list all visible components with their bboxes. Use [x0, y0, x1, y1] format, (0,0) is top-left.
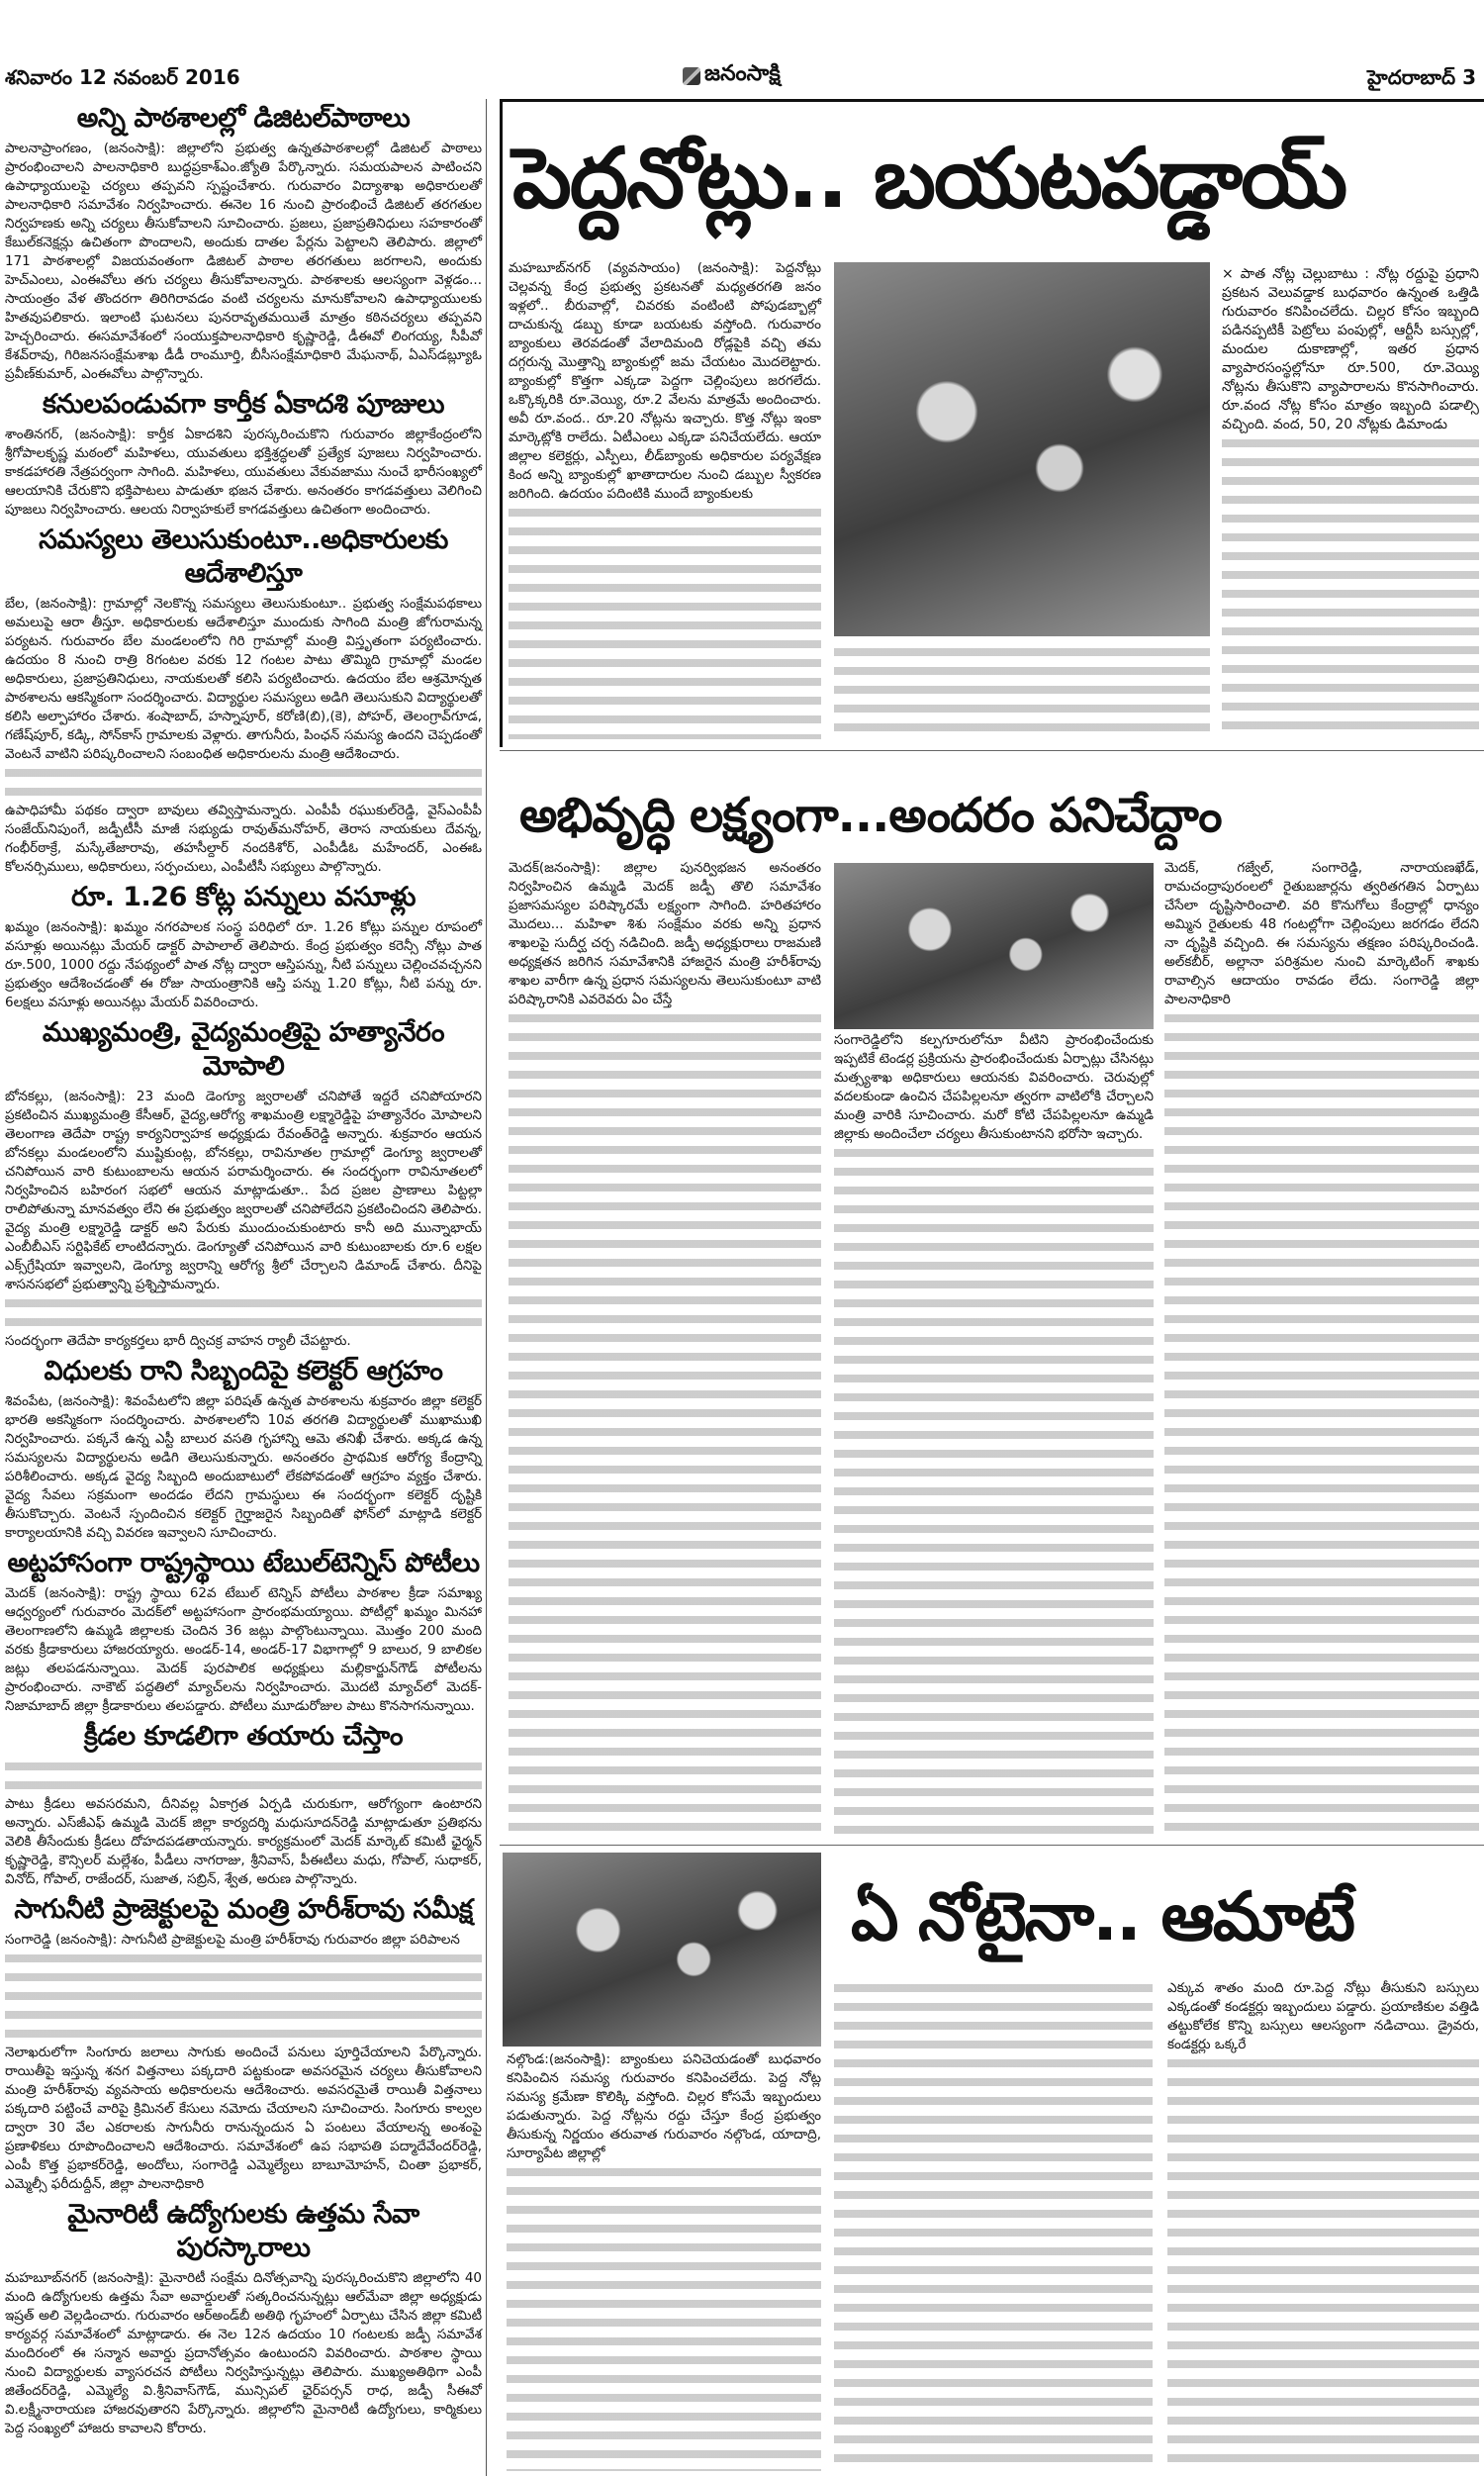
- illegible-text: [5, 1950, 482, 2044]
- article-body-end: సందర్భంగా తెదేపా కార్యకర్తలు భారీ ద్విచక్ర వాహన ర్యాలీ చేపట్టారు.: [5, 1333, 351, 1349]
- headline: సాగునీటి ప్రాజెక్టులపై మంత్రి హరీశ్‌రావు సమీక్ష: [14, 1894, 473, 1925]
- section-divider: [500, 750, 1484, 751]
- photo-bank-queue: [834, 262, 1210, 636]
- illegible-text: [834, 1144, 1154, 1839]
- article-body: మహబూబ్‌నగర్ (జనంసాక్షి): మైనారిటీ సంక్షేమ దినోత్సవాన్ని పురస్కరించుకొని జిల్లాలోని 40 మంది ఉద్యోగులకు ఉత్తమ సేవా అవార్డులతో సత్కరించనున్నట్లు ఆల్‌మేవా జిల్లా అధ్యక్షుడు ఇష్రత్ అలి వెల్లడించారు. గురువారం ఆర్‌అండ్‌బీ అతిథి గృహంలో ఏర్పాటు చేసిన జిల్లా కమిటీ కార్యవర్గ సమావేశంలో మాట్లాడారు. ఈ నెల 12న ఉదయం 10 గంటలకు జడ్పీ సమావేశ మందిరంలో ఈ సన్మాన అవార్డు ప్రదానోత్సవం ఉంటుందని వివరించారు. పాఠశాల స్థాయి నుంచి విద్యార్థులకు వ్యాసరచన పోటీలు నిర్వహిస్తున్నట్లు తెలిపారు. ముఖ్యఅతిథిగా ఎంపీ జితేందర్‌రెడ్డి, ఎమ్మెల్యే వి.శ్రీనివాస్‌గౌడ్, మున్సిపల్ ఛైర్‌పర్సన్ రాధ, జడ్పీ సీఈవో వి.లక్ష్మీనారాయణ హాజరవుతారని పేర్కొన్నారు. జిల్లాలోని మైనారిటీ ఉద్యోగులు, కార్మికులు పెద్ద సంఖ్యలో హాజరు కావాలని కోరారు.: [5, 2270, 482, 2436]
- illegible-text: [1164, 1009, 1479, 1839]
- headline: సమస్యలు తెలుసుకుంటూ..అధికారులకు ఆదేశాలిస్తూ: [39, 524, 448, 589]
- illegible-text: [5, 764, 482, 802]
- second-column-3: [1164, 859, 1479, 1839]
- article-irrigation-review: [5, 1893, 482, 2194]
- headline: క్రీడల కూడలిగా తయారు చేస్తాం: [83, 1721, 404, 1752]
- third-column-1: [507, 2050, 821, 2471]
- article-karthika-pooja: [5, 388, 482, 520]
- article-body: మహబూబ్‌నగర్ (వ్యవసాయం) (జనంసాక్షి): పెద్దనోట్లు చెల్లవన్న కేంద్ర ప్రభుత్వ ప్రకటనతో మధ్యతరగతి జనం ఇళ్లలో.. బీరువాల్లో, చివరకు వంటింటి పోపుడబ్బాల్లో దాచుకున్న డబ్బు కూడా బయటకు వస్తోంది. గురువారం బ్యాంకులు తెరవడంతో వేలాదిమంది రోడ్లపైకి వచ్చి తమ దగ్గరున్న మొత్తాన్ని బ్యాంకుల్లో జమ చేయటం మొదలెట్టారు. బ్యాంకుల్లో కొత్తగా ఎక్కడా పెద్దగా చెల్లింపులు జరగలేదు. ఒక్కొక్కరికి రూ.వెయ్యి, రూ.2 వేలను మాత్రమే అందించారు. అవీ రూ.వంద.. రూ.20 నోట్లను ఇచ్చారు. కొత్త నోట్లు ఇంకా మార్కెట్లోకి రాలేదు. ఏటీఎంలు ఎక్కడా పనిచేయలేదు. ఆయా జిల్లాల కలెక్టర్లు, ఎస్పీలు, లీడ్‌బ్యాంకు అధికారుల పర్యవేక్షణ కింద అన్ని బ్యాంకుల్లో ఖాతాదారుల నుంచి డబ్బుల స్వీకరణ జరిగింది. ఉదయం పదింటికి ముందే బ్యాంకులకు: [509, 260, 821, 502]
- lead-headline: పెద్దనోట్లు.. బయటపడ్డాయ్: [512, 130, 1346, 227]
- article-sports-hub: [5, 1720, 482, 1889]
- headline: విధులకు రాని సిబ్బందిపై కలెక్టర్ ఆగ్రహం: [44, 1356, 443, 1386]
- headline: మైనారిటీ ఉద్యోగులకు ఉత్తమ సేవా పురస్కారాలు: [67, 2199, 419, 2263]
- illegible-text: [834, 1979, 1153, 2471]
- article-body: సంగారెడ్డిలోని కల్పగూరులోనూ వీటిని ప్రారంభించేందుకు ఇప్పటికే టెండర్ల ప్రక్రియను ప్రారంభించేందుకు ఏర్పాట్లు చేసినట్లు మత్స్యశాఖ అధికారులు ఆయనకు వివరించారు. చెరువుల్లో వదలకుండా ఉంచిన చేపపిల్లలనూ త్వరగా వాటిలోకి చేర్చాలని మంత్రి వారికి సూచించారు. మరో కోటి చేపపిల్లలనూ ఉమ్మడి జిల్లాకు అందించేలా చర్యలు తీసుకుంటానని భరోసా ఇచ్చారు.: [834, 1032, 1154, 1142]
- lead-story-border: [500, 99, 1484, 102]
- lead-story-border: [500, 99, 503, 747]
- article-body: మెదక్ (జనంసాక్షి): రాష్ట్ర స్థాయి 62వ టేబుల్ టెన్నిస్ పోటీలు పాఠశాల క్రీడా సమాఖ్య ఆధ్వర్యంలో గురువారం మెదక్‌లో అట్టహాసంగా ప్రారంభమయ్యాయి. పోటీల్లో ఖమ్మం మినహా తెలంగాణలోని ఉమ్మడి జిల్లాలకు చెందిన 36 జట్లు పాల్గొంటున్నాయి. మొత్తం 200 మంది వరకు క్రీడాకారులు హాజరయ్యారు. అండర్-14, అండర్-17 విభాగాల్లో 9 బాలుర, 9 బాలికల జట్లు తలపడనున్నాయి. మెదక్ పురపాలిక అధ్యక్షులు మల్లికార్జున్‌గౌడ్ పోటీలను ప్రారంభించారు. నాకౌట్ పద్ధతిలో మ్యాచ్‌లను నిర్వహించారు. మొదటి మ్యాచ్‌లో మెదక్-నిజామాబాద్ జిల్లా క్రీడాకారులు తలపడ్డారు. పోటీలు మూడురోజుల పాటు కొనసాగనున్నాయి.: [5, 1585, 482, 1714]
- third-column-2: [834, 1979, 1153, 2471]
- headline: కనులపండువగా కార్తీక ఏకాదశి పూజులు: [43, 389, 444, 420]
- article-minority-awards: [5, 2198, 482, 2438]
- article-body: × పాత నోట్ల చెల్లుబాటు : నోట్ల రద్దుపై ప్రధాని ప్రకటన వెలువడ్డాక బుధవారం ఉన్నంత ఒత్తిడి గురువారం కనిపించలేదు. చిల్లర కోసం ఇబ్బంది పడినప్పటికీ పెట్రోలు పంపుల్లో, ఆర్టీసీ బస్సుల్లో, మందుల దుకాణాల్లో, ఇతర ప్రధాన వ్యాపారసంస్థల్లోనూ రూ.500, రూ.వెయ్యి నోట్లను తీసుకొని వ్యాపారాలను కొనసాగించారు. రూ.వంద నోట్ల కోసం మాత్రం ఇబ్బంది పడాల్సి వచ్చింది. వంద, 50, 20 నోట్లకు డిమాండు: [1222, 266, 1479, 432]
- second-column-1: [509, 859, 821, 1839]
- logo-icon: [683, 67, 700, 85]
- article-body: నల్గొండ:(జనంసాక్షి): బ్యాంకులు పనిచెయడంతో బుధవారం కనిపించిన సమస్య గురువారం కనిపించలేదు. పెద్ద నోట్ల సమస్య క్రమేణా కొలిక్కి వస్తోంది. చిల్లర కోసమే ఇబ్బందులు పడుతున్నారు. పెద్ద నోట్లను రద్దు చేస్తూ కేంద్ర ప్రభుత్వం తీసుకున్న నిర్ణయం తరువాత గురువారం నల్గొండ, యాదాద్రి, సూర్యాపేట జిల్లాల్లో: [507, 2051, 821, 2161]
- article-body-end: పాటు క్రీడలు అవసరమని, దీనివల్ల ఏకాగ్రత ఏర్పడి చురుకుగా, ఆరోగ్యంగా ఉంటారని అన్నారు. ఎస్‌జీఎఫ్ ఉమ్మడి మెదక్ జిల్లా కార్యదర్శి మధుసూదన్‌రెడ్డి మాట్లాడుతూ ప్రతిభను వెలికి తీసేందుకు క్రీడలు దోహదపడతాయన్నారు. కార్యక్రమంలో మెదక్ మార్కెట్ కమిటీ ఛైర్మన్ కృష్ణారెడ్డి, కౌన్సిలర్ మల్లేశం, పీడీలు నాగరాజు, శ్రీనివాస్, పీఈటీలు మధు, గోపాల్, సుధాకర్, వినోద్, గోపాల్, రాజేందర్, సుజాత, సబ్రిన్, శ్వేత, అరుణ పాల్గొన్నారు.: [5, 1796, 482, 1887]
- lead-column-3: [1222, 265, 1479, 740]
- column-divider: [486, 99, 487, 2476]
- left-column: [5, 102, 482, 2438]
- article-murder-charge: [5, 1016, 482, 1351]
- photo-people: [503, 1853, 821, 2047]
- headline: అన్ని పాఠశాలల్లో డిజిటల్‌పాఠాలు: [76, 103, 411, 134]
- lead-under-photo: [834, 643, 1210, 739]
- article-body: శాంతినగర్, (జనంసాక్షి): కార్తీక ఏకాదశిని పురస్కరించుకొని గురువారం జిల్లాకేంద్రంలోని శ్రీగోపాలకృష్ణ మఠంలో మహిళలు, యువతులు భక్తిశ్రద్ధలతో ప్రత్యేక పూజలు నిర్వహించారు. కాకడహారతి నేత్రపర్వంగా సాగింది. మహిళలు, యువతులు వేకువజాము నుంచే భారీసంఖ్యలో ఆలయానికి చేరుకొని భక్తిపాటలు పాడుతూ భజన చేశారు. అనంతరం కాగడవత్తులు వెలిగించి పూజలు నిర్వహించారు. ఆలయ నిర్వాహకులే కాగడవత్తులు ఉచితంగా అందించారు.: [5, 427, 482, 518]
- section-divider: [500, 1845, 1484, 1846]
- illegible-text: [5, 1758, 482, 1795]
- edition-page: హైదరాబాద్ 3: [1367, 65, 1476, 89]
- article-digital-lessons: [5, 102, 482, 384]
- article-body: బోనకల్లు, (జనంసాక్షి): 23 మంది డెంగ్యూ జ్వరాలతో చనిపోతే ఇద్దరే చనిపోయారని ప్రకటించిన ముఖ్యమంత్రి కేసీఆర్, వైద్య,ఆరోగ్య శాఖమంత్రి లక్ష్మారెడ్డిపై హత్యానేరం మోపాలని తెలంగాణ తెదేపా రాష్ట్ర కార్యనిర్వాహక అధ్యక్షుడు రేవంత్‌రెడ్డి అన్నారు. శుక్రవారం ఆయన బోనకల్లు మండలంలోని ముష్టికుంట్ల, బోనకల్లు, రావినూతల గ్రామాల్లో డెంగ్యూ జ్వరాలతో చనిపోయిన వారి కుటుంబాలను ఆయన పరామర్శించారు. ఈ సందర్భంగా రావినూతలలో నిర్వహించిన బహిరంగ సభలో ఆయన మాట్లాడుతూ.. పేద ప్రజల ప్రాణాలు పిట్టల్లా రాలిపోతున్నా మానవత్వం లేని ఈ ప్రభుత్వం జ్వరాలతో చనిపోలేదని ప్రకటించిందని తెలిపారు. వైద్య మంత్రి లక్ష్మారెడ్డి డాక్టర్ అని పేరుకు ముందుంచుకుంటారు కానీ అది మున్నాభాయ్ ఎంబీబీఎస్ సర్టిఫికేట్ లాంటిదన్నారు. డెంగ్యూతో చనిపోయిన వారి కుటుంబాలకు రూ.6 లక్షల ఎక్స్‌గ్రేషియా ఇవ్వాలని, డెంగ్యూ జ్వరాన్ని ఆరోగ్య శ్రీలో చేర్చాలని డిమాండ్ చేశారు. దీనిపై శాసనసభలో ప్రభుత్వాన్ని ప్రశ్నిస్తామన్నారు.: [5, 1089, 482, 1292]
- issue-date: శనివారం 12 నవంబర్ 2016: [5, 65, 240, 89]
- article-body: ఎక్కువ శాతం మంది రూ.పెద్ద నోట్లు తీసుకుని బస్సులు ఎక్కడంతో కండక్టర్లు ఇబ్బందులు పడ్డారు. ప్రయాణికుల వత్తిడి తట్టుకోలేక కొన్ని బస్సులు ఆలస్యంగా నడిచాయి. డ్రైవరు, కండక్టర్లు ఒక్కరే: [1167, 1980, 1479, 2052]
- illegible-text: [1167, 2054, 1479, 2471]
- article-collector-anger: [5, 1355, 482, 1543]
- third-column-3: [1167, 1979, 1479, 2471]
- second-column-2: [834, 1031, 1154, 1839]
- article-body: బేల, (జనంసాక్షి): గ్రామాల్లో నెలకొన్న సమస్యలు తెలుసుకుంటూ.. ప్రభుత్వ సంక్షేమపథకాలు అమలుపై ఆరా తీస్తూ. అధికారులకు ఆదేశాలిస్తూ ముందుకు సాగింది మంత్రి జోగురామన్న పర్యటన. గురువారం బేల మండలంలోని గిరి గ్రామాల్లో మంత్రి విస్తృతంగా పర్యటించారు. ఉదయం 8 నుంచి రాత్రి 8గంటల వరకు 12 గంటల పాటు తొమ్మిది గ్రామాల్లో మండల అధికారులు, ప్రజాప్రతినిధులు, నాయకులతో కలిసి పర్యటించారు. ఉదయం బేల ఆశ్రమోన్నత పాఠశాలను ఆకస్మికంగా సందర్శించారు. విద్యార్థుల సమస్యలు అడిగి తెలుసుకుని విద్యార్థులతో కలిసి అల్పాహారం చేశారు. శంషాబాద్, హస్నాపూర్, కరోణి(బి),(కె), పోహర్, తెలంగ్రావ్‌గూడ, గణేష్‌పూర్, కడ్కి, సోన్‌కాస్ గ్రామాలకు వెళ్లారు. తాగునీరు, పింఛన్ సమస్య ఉందని చెప్పడంతో వెంటనే వాటిని పరిష్కరించాలని సంబంధిత అధికారులను మంత్రి ఆదేశించారు.: [5, 596, 482, 762]
- article-body-end: ఉపాధిహామీ పథకం ద్వారా బావులు తవ్విస్తామన్నారు. ఎంపీపీ రఘుకుల్‌రెడ్డి, వైస్‌ఎంపీపీ సంజేయ్‌నిపుంగే, జడ్పీటీసీ మాజీ సభ్యుడు రావుత్‌మనోహర్, తెరాస నాయకులు దేవన్న, గంభీర్‌ఠాక్రే, మస్కేతేజారావు, తహసీల్దార్ నందకిశోర్, ఎంపీడీఓ మహేందర్, ఎంఈఓ కోలనర్సిములు, అధికారులు, సర్పంచులు, ఎంపీటీసీ సభ్యులు పాల్గొన్నారు.: [5, 803, 482, 875]
- masthead-logo: [683, 61, 781, 91]
- article-body: మెదక్, గజ్వేల్, సంగారెడ్డి, నారాయణఖేడ్, రామచంద్రాపురంలలో రైతుబజార్లను త్వరితగతిన ఏర్పాటు చేసేలా దృష్టిసారించాలి. వరి కొనుగోలు కేంద్రాల్లో ధాన్యం అమ్మిన రైతులకు 48 గంటల్లోగా చెల్లింపులు జరగడం లేదని నా దృష్టికి వచ్చింది. ఈ సమస్యను తక్షణం పరిష్కరించండి. అల్‌కబీర్, అల్లానా పరిశ్రమల నుంచి మార్కెటింగ్ శాఖకు రావాల్సిన ఆదాయం రావడం లేదు. సంగారెడ్డి జిల్లా పాలనాధికారి: [1164, 860, 1479, 1007]
- article-body: మెదక్(జనంసాక్షి): జిల్లాల పునర్విభజన అనంతరం నిర్వహించిన ఉమ్మడి మెదక్ జడ్పీ తొలి సమావేశం ప్రజాసమస్యల పరిష్కారమే లక్ష్యంగా సాగింది. హరితహారం మొదలు... మహిళా శిశు సంక్షేమం వరకు అన్ని ప్రధాన శాఖలపై సుదీర్ఘ చర్చ నడిచింది. జడ్పీ అధ్యక్షురాలు రాజమణి అధ్యక్షతన జరిగిన సమావేశానికి హాజరైన మంత్రి హరీశ్‌రావు శాఖల వారీగా ఉన్న ప్రధాన సమస్యలను తెలుసుకుంటూ వాటి పరిష్కారానికి ఎవరెవరు ఏం చేస్తే: [509, 860, 821, 1007]
- third-headline: ఏ నోటైనా.. ఆమాటే: [851, 1878, 1353, 1956]
- headline: అట్టహాసంగా రాష్ట్రస్థాయి టేబుల్‌టెన్నిస్ పోటీలు: [7, 1548, 480, 1578]
- article-tax-collection: [5, 881, 482, 1012]
- photo-zp-meeting: [834, 863, 1154, 1029]
- illegible-text: [1222, 434, 1479, 740]
- illegible-text: [507, 2163, 821, 2471]
- illegible-text: [5, 1294, 482, 1332]
- article-minister-tour: [5, 524, 482, 877]
- illegible-text: [509, 1009, 821, 1839]
- article-table-tennis: [5, 1547, 482, 1716]
- article-body: ఖమ్మం (జనంసాక్షి): ఖమ్మం నగరపాలక సంస్థ పరిధిలో రూ. 1.26 కోట్లు పన్నుల రూపంలో వసూళ్లు అయినట్లు మేయర్ డాక్టర్ పాపాలాల్ తెలిపారు. కేంద్ర ప్రభుత్వం కరెన్సీ నోట్లు పాత రూ.500, 1000 రద్దు నేపథ్యంలో పాత నోట్ల ద్వారా ఆస్తిపన్ను, నీటి పన్నులు చెల్లించవచ్చనని ప్రభుత్వం ఆదేశించడంతో ఈ రోజు సాయంత్రానికి ఆస్తి పన్ను 1.20 కోట్లు, నీటి పన్ను రూ. 6లక్షలు వసూళ్లు అయినట్లు మేయర్ వివరించారు.: [5, 919, 482, 1010]
- headline: ముఖ్యమంత్రి, వైద్యమంత్రిపై హత్యానేరం మోపాలి: [42, 1017, 445, 1082]
- illegible-text: [834, 643, 1210, 739]
- lead-column-1: [509, 259, 821, 739]
- logo-text: జనంసాక్షి: [704, 61, 781, 86]
- article-body: సంగారెడ్డి (జనంసాక్షి): సాగునీటి ప్రాజెక్టులపై మంత్రి హరీశ్‌రావు గురువారం జిల్లా పరిపాలన: [5, 1932, 460, 1948]
- headline: రూ. 1.26 కోట్ల పన్నులు వసూళ్లు: [71, 882, 416, 912]
- second-headline: అభివృద్ధి లక్ష్యంగా...అందరం పనిచేద్దాం: [519, 788, 1222, 843]
- article-body: శివంపేట, (జనంసాక్షి): శివంపేటలోని జిల్లా పరిషత్ ఉన్నత పాఠశాలను శుక్రవారం జిల్లా కలెక్టర్ భారతి అకస్మికంగా సందర్శించారు. పాఠశాలలోని 10వ తరగతి విద్యార్థులతో ముఖాముఖి నిర్వహించారు. పక్కనే ఉన్న ఎస్టీ బాలుర వసతి గృహాన్ని ఆమె తనిఖీ చేశారు. అక్కడ ఉన్న సమస్యలను విద్యార్థులను అడిగి తెలుసుకున్నారు. అనంతరం ప్రాథమిక ఆరోగ్య కేంద్రాన్ని పరిశీలించారు. అక్కడ వైద్య సిబ్బంది అందుబాటులో లేకపోవడంతో ఆగ్రహం వ్యక్తం చేశారు. వైద్య సేవలు సక్రమంగా అందడం లేదని గ్రామస్థులు ఈ సందర్భంగా కలెక్టర్ దృష్టికి తీసుకొచ్చారు. వెంటనే స్పందించిన కలెక్టర్ గైర్హాజరైన సిబ్బందితో ఫోన్‌లో మాట్లాడి కలెక్టర్ కార్యాలయానికి వచ్చి వివరణ ఇవ్వాలని సూచించారు.: [5, 1393, 482, 1541]
- article-body: పాలనాప్రాంగణం, (జనంసాక్షి): జిల్లాలోని ప్రభుత్వ ఉన్నతపాఠశాలల్లో డిజిటల్ పాఠాలు ప్రారంభించాలని పాలనాధికారి బుద్ధప్రకాశ్‌ఎం.జ్యోతి పేర్కొన్నారు. సమయపాలన పాటించని ఉపాధ్యాయులపై చర్యలు తప్పవని స్పష్టంచేశారు. గురువారం విద్యాశాఖ అధికారులతో పాలనాధికారి సమావేశం నిర్వహించారు. ఈనెల 16 నుంచి ప్రారంభించే డిజిటల్ తరగతుల నిర్వహణకు అన్ని చర్యలు తీసుకోవాలని సూచించారు. ప్రజలు, ప్రజాప్రతినిధులు సహకారంతో కేబుల్‌కనెక్షన్లు ఉచితంగా పొందాలని, అందుకు దాతల పేర్లను పెట్టాలని తెలిపారు. జిల్లాలో 171 పాఠశాలల్లో విజయవంతంగా డిజిటల్ పాఠాల తరగతులు జరగాలని, అందుకు హెచ్‌ఎంలు, ఎంఈవోలు తగు చర్యలు తీసుకోవాలన్నారు. పాఠశాలకు ఆలస్యంగా వెళ్లడం... సాయంత్రం వేళ తొందరగా తిరిగిరావడం వంటి చర్యలను మానుకోవాలని ఉపాధ్యాయులకు హితవుపలికారు. ఇలాంటి ఘటనలు పునరావృతమయితే మాత్రం కఠినచర్యలు తప్పవని హెచ్చరించారు. ఈసమావేశంలో సంయుక్తపాలనాధికారి కృష్ణారెడ్డి, డీఈవో లింగయ్య, సీపీవో కేశవ్‌రావు, గిరిజనసంక్షేమశాఖ డీడీ రాంమూర్తి, బీసీసంక్షేమాధికారి మేఘనాథ్, ఏఎస్‌డబ్ల్యూఓ ప్రవీణ్‌కుమార్, ఎంఈవోలు పాల్గొన్నారు.: [5, 141, 482, 382]
- article-body-end: నెలాఖరులోగా సింగూరు జలాలు సాగుకు అందించే పనులు పూర్తిచేయాలని పేర్కొన్నారు. రాయితీపై ఇస్తున్న శనగ విత్తనాలు పక్కదారి పట్టకుండా అవసరమైన చర్యలు తీసుకోవాలని మంత్రి హరీశ్‌రావు వ్యవసాయ అధికారులను ఆదేశించారు. అవసరమైతే రాయితీ విత్తనాలు పక్కదారి పట్టించే వారిపై క్రిమినల్ కేసులు నమోదు చేయాలని సూచించారు. సింగూరు కాల్వల ద్వారా 30 వేల ఎకరాలకు సాగునీరు రానున్నందున ఏ పంటలు వేయాలన్న అంశంపై ప్రణాళికలు రూపొందించాలని ఆదేశించారు. సమావేశంలో ఉప సభాపతి పద్మాదేవేందర్‌రెడ్డి, ఎంపీ కొత్త ప్రభాకర్‌రెడ్డి, అందోలు, సంగారెడ్డి ఎమ్మెల్యేలు బాబూమోహన్, చింతా ప్రభాకర్, ఎమ్మెల్సీ ఫరీదుద్దీన్, జిల్లా పాలనాధికారి: [5, 2045, 482, 2192]
- illegible-text: [509, 504, 821, 739]
